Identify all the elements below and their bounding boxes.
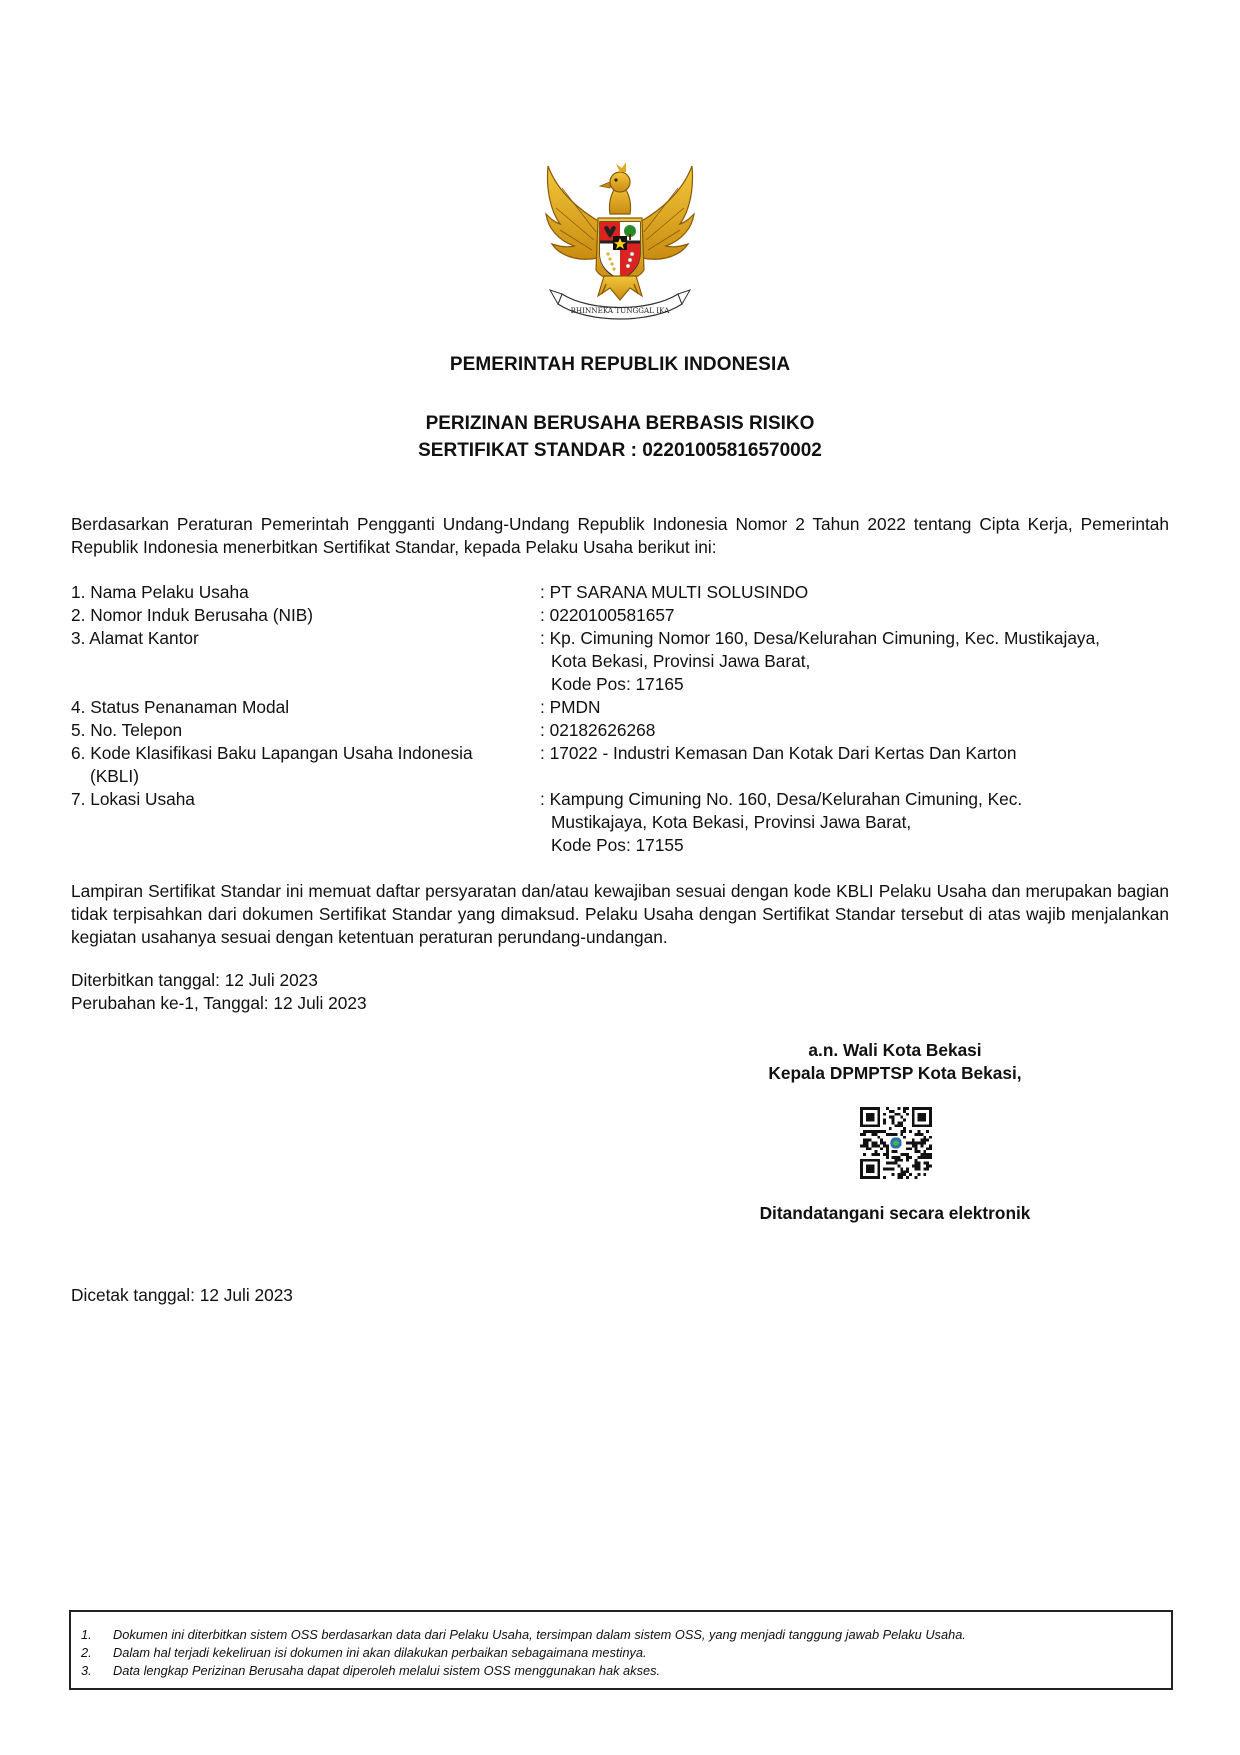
field-value-line: : 0220100581657 bbox=[540, 605, 675, 625]
closing-paragraph: Lampiran Sertifikat Standar ini memuat daftar persyaratan dan/atau kewajiban sesuai dengan kode KBLI Pelaku Usaha dan merupakan bagian tidak terpisahkan dari dokumen Sertifikat Standar yang dimaksud. Pelaku Usaha dengan Sertifikat Standar tersebut di atas wajib menjalankan kegiatan usahanya sesuai dengan ketentuan peraturan perundang-undangan. bbox=[71, 881, 1169, 947]
field-value-line: Kota Bekasi, Provinsi Jawa Barat, bbox=[551, 651, 811, 671]
footnote-text: Dalam hal terjadi kekeliruan isi dokumen ini akan dilakukan perbaikan sebagaimana mestinya. bbox=[113, 1645, 647, 1660]
field-value-line: : PMDN bbox=[540, 697, 601, 717]
field-label bbox=[71, 581, 540, 604]
field-value bbox=[540, 788, 1181, 857]
issued-date: Diterbitkan tanggal: 12 Juli 2023 bbox=[71, 970, 318, 990]
printed-date: Dicetak tanggal: 12 Juli 2023 bbox=[71, 1285, 293, 1305]
business-details bbox=[71, 581, 1181, 857]
field-value-line: Kode Pos: 17155 bbox=[551, 835, 684, 855]
field-row bbox=[71, 788, 1181, 857]
field-value bbox=[540, 604, 1181, 627]
field-label bbox=[71, 788, 540, 857]
field-row bbox=[71, 719, 1181, 742]
footnote-text: Dokumen ini diterbitkan sistem OSS berdasarkan data dari Pelaku Usaha, tersimpan dalam sistem OSS, yang menjadi tanggung jawab Pelaku Usaha. bbox=[113, 1627, 966, 1642]
field-value-line: : 17022 - Industri Kemasan Dan Kotak Dari Kertas Dan Karton bbox=[540, 743, 1017, 763]
electronic-signature-note: Ditandatangani secara elektronik bbox=[759, 1203, 1031, 1223]
qr-code-icon bbox=[860, 1107, 932, 1179]
svg-text:BHINNEKA TUNGGAL IKA: BHINNEKA TUNGGAL IKA bbox=[570, 306, 670, 315]
certificate-number: SERTIFIKAT STANDAR : 02201005816570002 bbox=[418, 440, 822, 461]
document-heading bbox=[0, 410, 1240, 464]
field-value-line: : Kp. Cimuning Nomor 160, Desa/Kelurahan Cimuning, Kec. Mustikajaya, bbox=[540, 628, 1100, 648]
field-label-text: 5. No. Telepon bbox=[71, 720, 183, 740]
field-label-continuation: (KBLI) bbox=[90, 766, 139, 786]
footnote-text: Data lengkap Perizinan Berusaha dapat diperoleh melalui sistem OSS menggunakan hak akses. bbox=[113, 1663, 661, 1678]
issue-dates bbox=[71, 969, 367, 1015]
field-value-line: : 02182626268 bbox=[540, 720, 656, 740]
field-label-text: 3. Alamat Kantor bbox=[71, 628, 199, 648]
signatory-line-2: Kepala DPMPTSP Kota Bekasi, bbox=[768, 1063, 1022, 1083]
field-label bbox=[71, 604, 540, 627]
field-label-text: 1. Nama Pelaku Usaha bbox=[71, 582, 249, 602]
government-title: PEMERINTAH REPUBLIK INDONESIA bbox=[449, 354, 791, 375]
field-value-line: : Kampung Cimuning No. 160, Desa/Kelurahan Cimuning, Kec. bbox=[540, 789, 1023, 809]
field-value bbox=[540, 696, 1181, 719]
field-value bbox=[540, 627, 1181, 696]
field-value bbox=[540, 742, 1181, 788]
field-value-line: : PT SARANA MULTI SOLUSINDO bbox=[540, 582, 809, 602]
permit-title: PERIZINAN BERUSAHA BERBASIS RISIKO bbox=[425, 413, 815, 434]
signatory-line-1: a.n. Wali Kota Bekasi bbox=[808, 1040, 982, 1060]
field-label bbox=[71, 719, 540, 742]
amendment-date: Perubahan ke-1, Tanggal: 12 Juli 2023 bbox=[71, 993, 367, 1013]
field-row bbox=[71, 627, 1181, 696]
field-value-line: Kode Pos: 17165 bbox=[551, 674, 684, 694]
footnote-number: 3. bbox=[81, 1663, 92, 1678]
field-row bbox=[71, 604, 1181, 627]
field-label-text: 7. Lokasi Usaha bbox=[71, 789, 195, 809]
field-value bbox=[540, 581, 1181, 604]
footnote-box bbox=[69, 1610, 1173, 1690]
intro-paragraph: Berdasarkan Peraturan Pemerintah Pengganti Undang-Undang Republik Indonesia Nomor 2 Tahun 2022 tentang Cipta Kerja, Pemerintah Republik Indonesia menerbitkan Sertifikat Standar, kepada Pelaku Usaha berikut ini: bbox=[71, 514, 1169, 557]
field-value-line: Mustikajaya, Kota Bekasi, Provinsi Jawa Barat, bbox=[551, 812, 912, 832]
field-label bbox=[71, 627, 540, 696]
field-value bbox=[540, 719, 1181, 742]
footnote-item bbox=[81, 1662, 1171, 1680]
field-row bbox=[71, 696, 1181, 719]
field-label bbox=[71, 742, 540, 788]
garuda-emblem-icon bbox=[540, 158, 700, 326]
field-label bbox=[71, 696, 540, 719]
field-label-text: 6. Kode Klasifikasi Baku Lapangan Usaha Indonesia bbox=[71, 743, 473, 763]
footnote-item bbox=[81, 1644, 1171, 1662]
field-row bbox=[71, 581, 1181, 604]
field-label-text: 4. Status Penanaman Modal bbox=[71, 697, 290, 717]
footnote-number: 2. bbox=[81, 1645, 92, 1660]
footnote-item bbox=[81, 1626, 1171, 1644]
field-row bbox=[71, 742, 1181, 788]
signatory-block bbox=[700, 1039, 1090, 1085]
footnote-number: 1. bbox=[81, 1627, 92, 1642]
field-label-text: 2. Nomor Induk Berusaha (NIB) bbox=[71, 605, 314, 625]
